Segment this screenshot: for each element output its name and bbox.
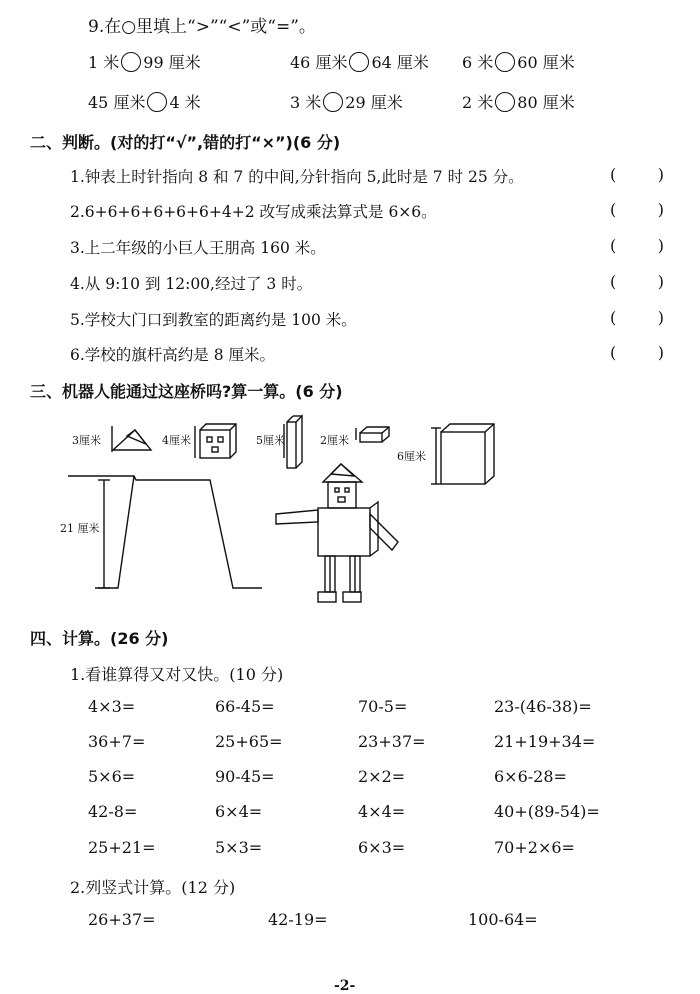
- judge-item-4: 4.从 9:10 到 12:00,经过了 3 时。: [70, 275, 313, 293]
- calc-item: 66-45=: [215, 697, 275, 716]
- compare-item: 46 厘米 64 厘米: [290, 53, 429, 72]
- vertical-calc-3: 100-64=: [468, 910, 538, 929]
- compare-item: 1 米 99 厘米: [88, 53, 201, 72]
- calc-item: 23-(46-38)=: [494, 697, 592, 716]
- head-cube: [195, 424, 236, 458]
- calc-item: 40+(89-54)=: [494, 802, 600, 821]
- vertical-calc-1: 26+37=: [88, 910, 156, 929]
- section2-title: 二、判断。(对的打“√”,错的打“×”)(6 分): [30, 133, 341, 152]
- compare-item: 3 米 29 厘米: [290, 93, 403, 112]
- answer-circle[interactable]: [495, 52, 515, 72]
- calc-item: 25+21=: [88, 838, 156, 857]
- judge-item-3: 3.上二年级的小巨人王朋高 160 米。: [70, 239, 326, 257]
- answer-circle[interactable]: [323, 92, 343, 112]
- answer-circle[interactable]: [495, 92, 515, 112]
- label-3cm: 3厘米: [72, 434, 101, 447]
- roof-part: [112, 426, 151, 452]
- vertical-calc-2: 42-19=: [268, 910, 328, 929]
- answer-paren-6[interactable]: ( ): [610, 343, 664, 362]
- compare-item: 2 米 80 厘米: [462, 93, 575, 112]
- section4-title: 四、计算。(26 分): [30, 629, 169, 648]
- calc-item: 5×6=: [88, 767, 136, 786]
- label-2cm: 2厘米: [320, 434, 349, 447]
- section3-title: 三、机器人能通过这座桥吗?算一算。(6 分): [30, 382, 343, 401]
- calc-item: 90-45=: [215, 767, 275, 786]
- calc-item: 36+7=: [88, 732, 146, 751]
- calc-item: 23+37=: [358, 732, 426, 751]
- calc-subtitle-1: 1.看谁算得又对又快。(10 分): [70, 665, 284, 684]
- calc-item: 5×3=: [215, 838, 263, 857]
- calc-subtitle-2: 2.列竖式计算。(12 分): [70, 878, 236, 897]
- judge-item-1: 1.钟表上时针指向 8 和 7 的中间,分针指向 5,此时是 7 时 25 分。: [70, 168, 524, 186]
- answer-paren-3[interactable]: ( ): [610, 236, 664, 255]
- q9-title: 9.在○里填上“>”“<”或“=”。: [88, 17, 316, 37]
- label-6cm: 6厘米: [397, 450, 426, 463]
- answer-circle[interactable]: [121, 52, 141, 72]
- judge-item-5: 5.学校大门口到教室的距离约是 100 米。: [70, 311, 357, 329]
- calc-item: 21+19+34=: [494, 732, 596, 751]
- judge-item-2: 2.6+6+6+6+6+6+4+2 改写成乘法算式是 6×6。: [70, 203, 437, 221]
- calc-item: 4×4=: [358, 802, 406, 821]
- answer-paren-5[interactable]: ( ): [610, 308, 664, 327]
- body-cube: [431, 424, 494, 484]
- answer-paren-1[interactable]: ( ): [610, 165, 664, 184]
- tall-bar: [284, 416, 302, 468]
- calc-item: 6×6-28=: [494, 767, 567, 786]
- answer-paren-2[interactable]: ( ): [610, 200, 664, 219]
- calc-item: 42-8=: [88, 802, 138, 821]
- answer-circle[interactable]: [349, 52, 369, 72]
- answer-circle[interactable]: [147, 92, 167, 112]
- label-4cm: 4厘米: [162, 434, 191, 447]
- robot: [276, 464, 398, 602]
- calc-item: 4×3=: [88, 697, 136, 716]
- compare-item: 6 米 60 厘米: [462, 53, 575, 72]
- calc-item: 6×3=: [358, 838, 406, 857]
- answer-paren-4[interactable]: ( ): [610, 272, 664, 291]
- calc-item: 6×4=: [215, 802, 263, 821]
- label-5cm: 5厘米: [256, 434, 285, 447]
- calc-item: 70-5=: [358, 697, 408, 716]
- page-number: -2-: [334, 978, 356, 994]
- calc-item: 2×2=: [358, 767, 406, 786]
- calc-item: 70+2×6=: [494, 838, 575, 857]
- flat-block: [356, 427, 389, 442]
- compare-item: 45 厘米 4 米: [88, 93, 201, 112]
- calc-item: 25+65=: [215, 732, 283, 751]
- label-21cm: 21 厘米: [60, 522, 100, 535]
- bridge-robot-figure: [0, 400, 700, 615]
- judge-item-6: 6.学校的旗杆高约是 8 厘米。: [70, 346, 276, 364]
